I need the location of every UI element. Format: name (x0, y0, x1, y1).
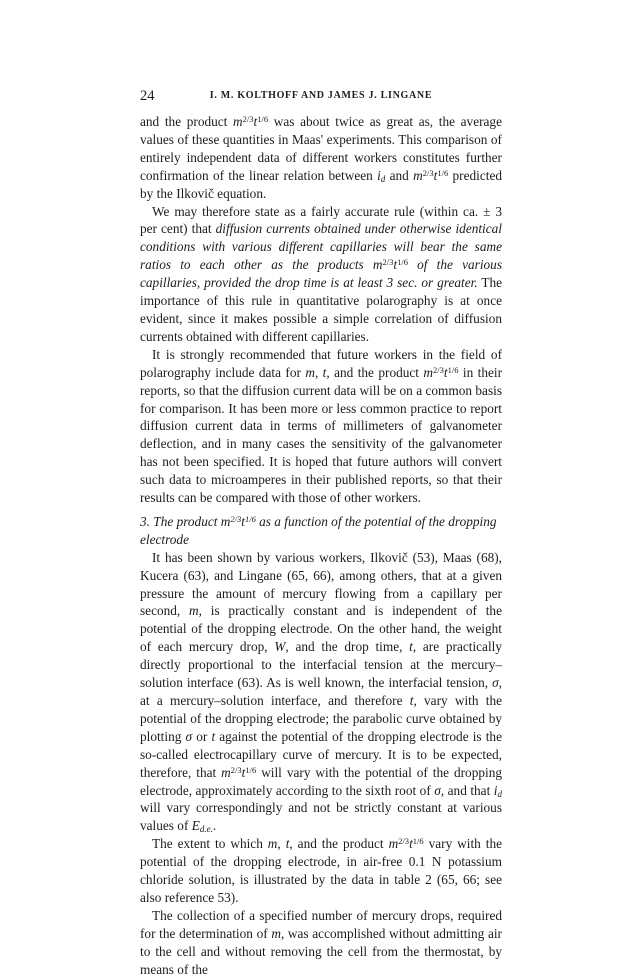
paragraph: We may therefore state as a fairly accurate rule (within ca. ± 3 per cent) that diffusion currents obtained under otherwise identical conditions with various different capillaries will bear the same ratios to each other as the products $m^{2/3}t^{1/6}$ of the various capillaries, provided the drop time is at least 3 sec. or greater. The importance of this rule in quantitative polarography is at once evident, since it makes possible a simple correlation of diffusion currents obtained with different capillaries. (140, 203, 502, 344)
paragraph: It has been shown by various workers, Ilkovič (53), Maas (68), Kucera (63), and Lingane (65, 66), among others, that at a given pressure the amount of mercury flowing from a capillary per second, m, is practically constant and is independent of the potential of the dropping electrode. On the other hand, the weight of each mercury drop, W, and the drop time, t, are practically directly proportional to the interfacial tension at the mercury–solution interface (63). As is well known, the interfacial tension, σ, at a mercury–solution interface, and therefore t, vary with the potential of the dropping electrode; the parabolic curve obtained by plotting σ or t against the potential of the dropping electrode is the so-called electrocapillary curve of mercury. It is to be expected, therefore, that $m^{2/3}t^{1/6}$ will vary with the potential of the dropping electrode, approximately according to the sixth root of σ, and that $i_d$ will vary correspondingly and not be strictly constant at various values of $E_{d.e.}$. (140, 549, 503, 835)
page-header (140, 88, 502, 106)
paragraph: It is strongly recommended that future workers in the field of polarography include data for m, t, and the product $m^{2/3}t^{1/6}$ in their reports, so that the diffusion current data will be on a common basis for comparison. It has been more or less common practice to report diffusion current data in terms of millimeters of galvanometer deflection, and in many cases the sensitivity of the galvanometer has not been specified. It is hoped that future authors will convert such data to microamperes in their published reports, so that their results can be compared with those of other workers. (140, 346, 502, 506)
page-number: 24 (140, 88, 155, 104)
paragraph: and the product $m^{2/3}t^{1/6}$ was about twice as great as, the average values of these quantities in Maas' experiments. This comparison of entirely independent data of different workers constitutes further confirmation of the linear relation between $i_d$ and $m^{2/3}t^{1/6}$ predicted by the Ilkovič equation. (140, 114, 502, 201)
running-head: I. M. KOLTHOFF AND JAMES J. LINGANE (209, 90, 433, 101)
paragraph: The collection of a specified number of mercury drops, required for the determination of m, was accomplished without admitting air to the cell and without removing the cell from the thermostat, by means of the (140, 907, 502, 977)
section-heading: 3. The product $m^{2/3}t^{1/6}$ as a function of the potential of the dropping electrode (140, 513, 497, 547)
paragraph: The extent to which m, t, and the product $m^{2/3}t^{1/6}$ vary with the potential of the dropping electrode, in air-free 0.1 N potassium chloride solution, is illustrated by the data in table 2 (65, 66; see also reference 53). (140, 836, 502, 905)
body-text (140, 113, 502, 979)
